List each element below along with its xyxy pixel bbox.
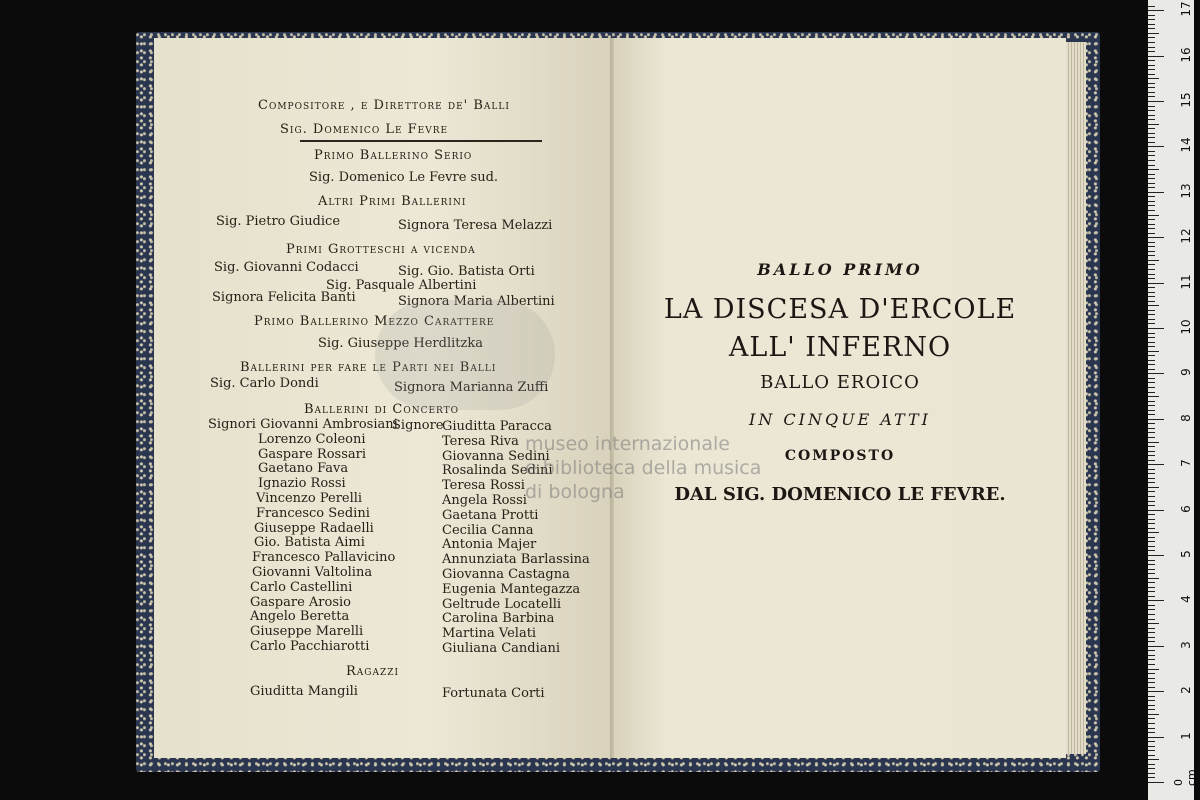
ruler-tick (1148, 691, 1164, 692)
ruler-tick (1148, 496, 1155, 497)
ruler-tick (1148, 87, 1155, 88)
ruler-tick (1148, 233, 1155, 234)
ragazzi-heading: Ragazzi (346, 664, 400, 679)
ruler-tick (1148, 210, 1155, 211)
ballo-primo: BALLO PRIMO (757, 260, 923, 279)
composer-heading: Compositore , e Direttore de' Balli (258, 98, 510, 113)
ruler-tick (1148, 19, 1155, 20)
concerto-signore: Signore (392, 418, 444, 433)
concerto-name: Teresa Riva (442, 433, 519, 449)
ruler-tick (1148, 419, 1164, 420)
concerto-name: Gaspare Arosio (250, 594, 352, 610)
title-line-2: ALL' INFERNO (728, 332, 952, 363)
concerto-name: Giuliana Candiani (442, 640, 561, 656)
watermark-line: e biblioteca della musica (525, 457, 762, 479)
ruler-number: 4 (1179, 595, 1193, 604)
ruler-tick (1148, 333, 1155, 334)
ruler-number: 3 (1179, 640, 1193, 649)
ruler-tick (1148, 337, 1155, 338)
ruler-tick (1148, 478, 1155, 479)
ruler-tick (1148, 582, 1155, 583)
ruler-tick (1148, 215, 1159, 216)
ruler-tick (1148, 274, 1155, 275)
ruler-tick (1148, 659, 1155, 660)
parti-right: Signora Marianna Zuffi (394, 380, 549, 395)
ruler-tick (1148, 228, 1155, 229)
ruler-tick (1148, 15, 1155, 16)
ruler-tick (1148, 187, 1155, 188)
ruler-tick (1148, 278, 1155, 279)
in-cinque-atti: IN CINQUE ATTI (749, 410, 931, 429)
ruler-tick (1148, 196, 1155, 197)
ruler-tick (1148, 732, 1155, 733)
concerto-name: Francesco Sedini (256, 505, 370, 521)
composer-credit: DAL SIG. DOMENICO LE FEVRE. (674, 484, 1006, 505)
ruler-tick (1148, 564, 1155, 565)
ruler-tick (1148, 532, 1159, 533)
ruler-number: 9 (1179, 368, 1193, 377)
concerto-name: Giuditta Paracca (442, 419, 552, 434)
ruler-number: 16 (1179, 46, 1193, 63)
ballo-eroico: BALLO EROICO (760, 372, 920, 393)
ruler-tick (1148, 224, 1155, 225)
ruler-tick (1148, 401, 1155, 402)
ruler-tick (1148, 205, 1155, 206)
cast-list (154, 38, 614, 758)
ruler-tick (1148, 264, 1155, 265)
ruler-tick (1148, 405, 1155, 406)
measurement-ruler (1148, 0, 1198, 800)
ruler-tick (1148, 718, 1155, 719)
library-watermark-text (525, 432, 761, 504)
ruler-tick (1148, 596, 1155, 597)
ruler-tick (1148, 305, 1159, 306)
ruler-tick (1148, 482, 1155, 483)
ruler-number: 17 (1179, 1, 1193, 17)
ruler-tick (1148, 83, 1155, 84)
ruler-tick (1148, 310, 1155, 311)
ruler-number: 12 (1179, 228, 1193, 244)
ruler-tick (1148, 655, 1155, 656)
concerto-name: Cecilia Canna (442, 522, 534, 538)
ruler-tick (1148, 437, 1155, 438)
ruler-tick (1148, 455, 1155, 456)
ruler-tick (1148, 673, 1155, 674)
ruler-tick (1148, 777, 1155, 778)
concerto-name: Ignazio Rossi (258, 476, 346, 492)
ruler-tick (1148, 219, 1155, 220)
concerto-name: Lorenzo Coleoni (258, 431, 366, 447)
ruler-tick (1148, 101, 1164, 102)
mezzo-heading: Primo Ballerino Mezzo Carattere (254, 314, 495, 329)
ruler-unit: 0 cm (1172, 769, 1198, 786)
ruler-tick (1148, 560, 1155, 561)
concerto-name: Martina Velati (442, 626, 537, 642)
composer-name: Sig. Domenico Le Fevre (280, 122, 449, 137)
concerto-left-column (208, 418, 398, 655)
altri-right: Signora Teresa Melazzi (398, 218, 553, 233)
ruler-number: 7 (1179, 459, 1193, 468)
ruler-tick (1148, 319, 1155, 320)
ruler-tick (1148, 678, 1155, 679)
ruler-tick (1148, 378, 1155, 379)
concerto-name: Angelo Beretta (250, 609, 350, 625)
ruler-tick (1148, 160, 1155, 161)
ruler-tick (1148, 314, 1155, 315)
ruler-tick (1148, 169, 1159, 170)
ruler-tick (1148, 255, 1155, 256)
ruler-tick (1148, 573, 1155, 574)
ruler-tick (1148, 269, 1155, 270)
watermark-line: di bologna (525, 481, 625, 503)
ruler-tick (1148, 92, 1155, 93)
ruler-tick (1148, 501, 1155, 502)
composto: COMPOSTO (784, 448, 896, 464)
concerto-heading: Ballerini di Concerto (304, 402, 460, 417)
ruler-tick (1148, 737, 1164, 738)
ruler-tick (1148, 360, 1155, 361)
ruler-tick (1148, 24, 1155, 25)
ruler-tick (1148, 569, 1155, 570)
ruler-tick (1148, 74, 1155, 75)
ruler-tick (1148, 287, 1155, 288)
concerto-name: Signori Giovanni Ambrosiani (208, 417, 398, 432)
concerto-name: Gaetano Fava (258, 461, 349, 477)
ruler-tick (1148, 628, 1155, 629)
ruler-tick (1148, 328, 1164, 329)
ruler-tick (1148, 37, 1155, 38)
ruler-tick (1148, 782, 1164, 783)
ruler-tick (1148, 587, 1155, 588)
concerto-name: Carolina Barbina (442, 611, 555, 627)
ruler-tick (1148, 700, 1155, 701)
ruler-tick (1148, 119, 1155, 120)
ruler-tick (1148, 42, 1155, 43)
ruler-tick (1148, 609, 1155, 610)
ruler-tick (1148, 709, 1155, 710)
ruler-tick (1148, 237, 1164, 238)
ruler-tick (1148, 382, 1155, 383)
grotteschi-center-2: Sig. Pasquale Albertini (326, 278, 477, 293)
ruler-tick (1148, 47, 1155, 48)
right-page (614, 38, 1066, 758)
ruler-tick (1148, 346, 1155, 347)
primo-serio-heading: Primo Ballerino Serio (314, 148, 473, 163)
ruler-tick (1148, 646, 1164, 647)
ruler-tick (1148, 755, 1155, 756)
ragazzi-right: Fortunata Corti (442, 686, 545, 701)
ruler-tick (1148, 632, 1155, 633)
ruler-tick (1148, 473, 1155, 474)
ruler-tick (1148, 523, 1155, 524)
concerto-name: Angela Rossi (442, 492, 527, 508)
ruler-tick (1148, 750, 1155, 751)
ruler-tick (1148, 591, 1155, 592)
ruler-tick (1148, 387, 1155, 388)
ruler-tick (1148, 6, 1155, 7)
ruler-tick (1148, 637, 1155, 638)
page-edges (1066, 42, 1086, 754)
ruler-tick (1148, 714, 1159, 715)
ruler-tick (1148, 28, 1155, 29)
ruler-tick (1148, 669, 1159, 670)
concerto-name: Rosalinda Sedini (442, 463, 553, 479)
ruler-tick (1148, 623, 1159, 624)
parti-left: Sig. Carlo Dondi (210, 376, 319, 391)
ruler-tick (1148, 705, 1155, 706)
ruler-tick (1148, 600, 1164, 601)
ruler-tick (1148, 10, 1164, 11)
ruler-tick (1148, 128, 1155, 129)
ruler-number: 11 (1179, 273, 1193, 290)
concerto-name: Gaetana Protti (442, 507, 539, 523)
ruler-tick (1148, 505, 1155, 506)
ruler-tick (1148, 696, 1155, 697)
ruler-tick (1148, 142, 1155, 143)
ruler-tick (1148, 423, 1155, 424)
concerto-name: Vincenzo Perelli (256, 490, 363, 506)
ruler-tick (1148, 151, 1155, 152)
ruler-tick (1148, 283, 1164, 284)
concerto-name: Giuseppe Marelli (250, 624, 364, 640)
grotteschi-left-1: Sig. Giovanni Codacci (214, 260, 359, 275)
title-block (614, 38, 1066, 758)
ruler-number: 13 (1179, 183, 1193, 199)
ruler-tick (1148, 578, 1159, 579)
primo-serio-name: Sig. Domenico Le Fevre sud. (309, 170, 499, 185)
ruler-tick (1148, 260, 1159, 261)
ruler-tick (1148, 746, 1155, 747)
ruler-tick (1148, 60, 1155, 61)
concerto-name: Teresa Rossi (442, 478, 525, 494)
ruler-tick (1148, 137, 1155, 138)
ruler-tick (1148, 432, 1155, 433)
ruler-tick (1148, 605, 1155, 606)
ruler-tick (1148, 487, 1159, 488)
concerto-name: Carlo Castellini (250, 579, 353, 595)
ruler-tick (1148, 183, 1155, 184)
ruler-tick (1148, 110, 1155, 111)
ruler-tick (1148, 451, 1155, 452)
ruler-tick (1148, 469, 1155, 470)
divider-rule (300, 140, 542, 142)
ruler-tick (1148, 759, 1159, 760)
concerto-name: Carlo Pacchiarotti (250, 638, 370, 654)
title-line-1: LA DISCESA D'ERCOLE (663, 294, 1017, 325)
ruler-tick (1148, 682, 1155, 683)
ruler-tick (1148, 192, 1164, 193)
ruler-tick (1148, 410, 1155, 411)
ruler-tick (1148, 242, 1155, 243)
ruler-tick (1148, 355, 1155, 356)
altri-left: Sig. Pietro Giudice (216, 214, 341, 229)
grotteschi-heading: Primi Grotteschi a vicenda (286, 242, 476, 257)
ruler-tick (1148, 768, 1155, 769)
ruler-tick (1148, 396, 1159, 397)
ruler-tick (1148, 292, 1155, 293)
grotteschi-right-1: Sig. Gio. Batista Orti (398, 264, 535, 279)
ruler-tick (1148, 373, 1164, 374)
ruler-tick (1148, 165, 1155, 166)
ruler-number: 1 (1179, 731, 1193, 740)
ruler-tick (1148, 106, 1155, 107)
ruler-tick (1148, 56, 1164, 57)
ruler-tick (1148, 124, 1159, 125)
ruler-tick (1148, 514, 1155, 515)
concerto-name: Giovanna Sedini (442, 448, 550, 464)
ruler-tick (1148, 446, 1155, 447)
open-book (136, 32, 1100, 772)
ruler-number: 14 (1179, 137, 1193, 154)
mezzo-name: Sig. Giuseppe Herdlitzka (318, 336, 483, 351)
altri-heading: Altri Primi Ballerini (318, 194, 467, 209)
ruler-number: 10 (1179, 319, 1193, 335)
ruler-tick (1148, 460, 1155, 461)
ruler-tick (1148, 664, 1155, 665)
concerto-name: Gaspare Rossari (258, 446, 366, 462)
ruler-number: 6 (1179, 504, 1193, 513)
ruler-tick (1148, 414, 1155, 415)
ruler-tick (1148, 741, 1155, 742)
ruler-tick (1148, 550, 1155, 551)
parti-heading: Ballerini per fare le Parti nei Balli (240, 360, 497, 375)
ruler-number: 15 (1179, 92, 1193, 108)
ruler-tick (1148, 369, 1155, 370)
ragazzi-left: Giuditta Mangili (250, 684, 358, 699)
concerto-name: Antonia Majer (442, 537, 537, 553)
ruler-tick (1148, 364, 1155, 365)
ruler-tick (1148, 541, 1155, 542)
ruler-tick (1148, 174, 1155, 175)
ruler-tick (1148, 723, 1155, 724)
concerto-name: Francesco Pallavicino (252, 550, 396, 566)
ruler-tick (1148, 650, 1155, 651)
ruler-tick (1148, 528, 1155, 529)
ruler-tick (1148, 687, 1155, 688)
ruler-tick (1148, 96, 1155, 97)
ruler-tick (1148, 728, 1155, 729)
ruler-tick (1148, 51, 1155, 52)
ruler-number: 8 (1179, 413, 1193, 422)
left-page (154, 38, 614, 758)
ruler-tick (1148, 555, 1164, 556)
concerto-name: Eugenia Mantegazza (442, 581, 581, 597)
ruler-tick (1148, 146, 1164, 147)
ruler-tick (1148, 428, 1155, 429)
concerto-name: Annunziata Barlassina (442, 552, 590, 568)
concerto-name: Gio. Batista Aimi (254, 535, 365, 551)
ruler-tick (1148, 392, 1155, 393)
ruler-number: 2 (1179, 686, 1193, 695)
concerto-name: Giovanni Valtolina (252, 564, 373, 580)
ruler-tick (1148, 133, 1155, 134)
watermark-line: museo internazionale (525, 433, 730, 455)
ruler-tick (1148, 773, 1155, 774)
ruler-tick (1148, 69, 1155, 70)
ruler-tick (1148, 78, 1159, 79)
ruler-tick (1148, 296, 1155, 297)
ruler-tick (1148, 251, 1155, 252)
grotteschi-right-3: Signora Maria Albertini (398, 294, 555, 309)
ruler-tick (1148, 342, 1155, 343)
ruler-tick (1148, 641, 1155, 642)
ruler-tick (1148, 201, 1155, 202)
ruler-tick (1148, 178, 1155, 179)
ruler-tick (1148, 351, 1159, 352)
ruler-tick (1148, 323, 1155, 324)
ruler-number: 5 (1179, 550, 1193, 558)
ruler-tick (1148, 546, 1155, 547)
ruler-tick (1148, 115, 1155, 116)
ruler-tick (1148, 65, 1155, 66)
concerto-name: Geltrude Locatelli (442, 596, 562, 612)
ruler-tick (1148, 246, 1155, 247)
ruler-tick (1148, 442, 1159, 443)
ruler-tick (1148, 155, 1155, 156)
ruler-tick (1148, 464, 1164, 465)
ruler-tick (1148, 764, 1155, 765)
ruler-tick (1148, 510, 1164, 511)
ruler-tick (1148, 619, 1155, 620)
ruler-tick (1148, 301, 1155, 302)
concerto-name: Giovanna Castagna (442, 566, 570, 582)
concerto-name: Giuseppe Radaelli (254, 520, 374, 536)
ruler-tick (1148, 614, 1155, 615)
grotteschi-left-3: Signora Felicita Banti (212, 290, 356, 305)
ruler-tick (1148, 33, 1159, 34)
ruler-tick (1148, 491, 1155, 492)
ruler-tick (1148, 519, 1155, 520)
ruler-tick (1148, 537, 1155, 538)
